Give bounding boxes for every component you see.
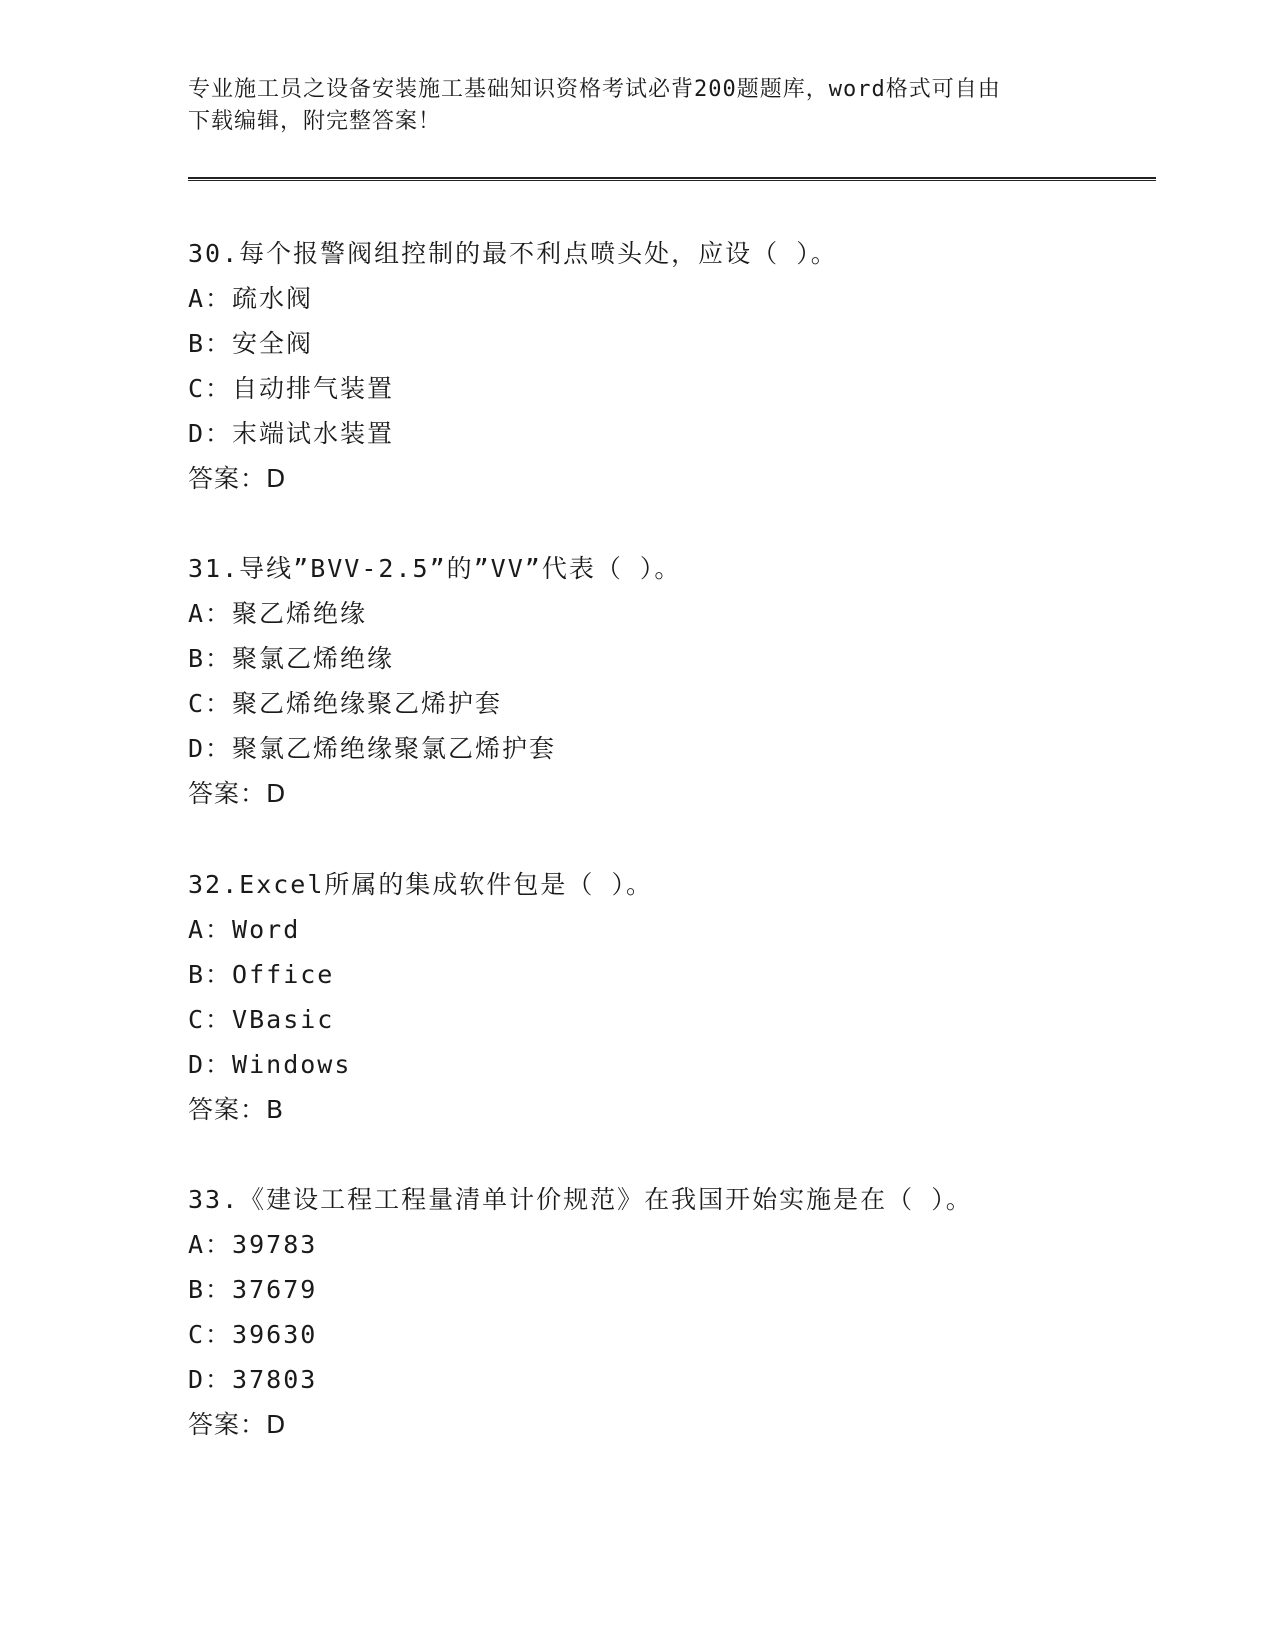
option-b: B：安全阀 <box>188 329 314 358</box>
option-list <box>188 283 1138 450</box>
option-b: B：聚氯乙烯绝缘 <box>188 644 395 673</box>
option-a: A：39783 <box>188 1230 318 1259</box>
answer-line: 答案：D <box>188 1410 287 1439</box>
answer-line: 答案：B <box>188 1095 285 1124</box>
question-stem: 32.Excel所属的集成软件包是（ ）。 <box>188 870 653 899</box>
option-list <box>188 914 1138 1081</box>
header-divider <box>188 177 1156 181</box>
option-c: C：聚乙烯绝缘聚乙烯护套 <box>188 689 503 718</box>
option-d: D：37803 <box>188 1365 318 1394</box>
question-stem: 31.导线”BVV-2.5”的”VV”代表（ ）。 <box>188 554 682 583</box>
option-b: B：37679 <box>188 1275 318 1304</box>
question-33 <box>188 1184 1138 1441</box>
option-d: D：聚氯乙烯绝缘聚氯乙烯护套 <box>188 734 557 763</box>
option-c: C：VBasic <box>188 1005 335 1034</box>
question-31 <box>188 553 1138 810</box>
question-stem: 33.《建设工程工程量清单计价规范》在我国开始实施是在（ ）。 <box>188 1185 973 1214</box>
document-header <box>188 74 1068 138</box>
option-list <box>188 1229 1138 1396</box>
option-a: A：聚乙烯绝缘 <box>188 599 368 628</box>
answer-line: 答案：D <box>188 779 287 808</box>
option-d: D：Windows <box>188 1050 352 1079</box>
option-c: C：自动排气装置 <box>188 374 395 403</box>
header-line-1: 专业施工员之设备安装施工基础知识资格考试必背200题题库，word格式可自由 <box>188 77 1001 102</box>
option-b: B：Office <box>188 960 335 989</box>
option-a: A：Word <box>188 915 301 944</box>
header-line-2: 下载编辑，附完整答案！ <box>188 109 442 134</box>
question-30 <box>188 238 1138 495</box>
question-32 <box>188 869 1138 1126</box>
option-d: D：末端试水装置 <box>188 419 395 448</box>
answer-line: 答案：D <box>188 464 287 493</box>
option-c: C：39630 <box>188 1320 318 1349</box>
option-list <box>188 598 1138 765</box>
question-stem: 30.每个报警阀组控制的最不利点喷头处，应设（ ）。 <box>188 239 838 268</box>
option-a: A：疏水阀 <box>188 284 314 313</box>
